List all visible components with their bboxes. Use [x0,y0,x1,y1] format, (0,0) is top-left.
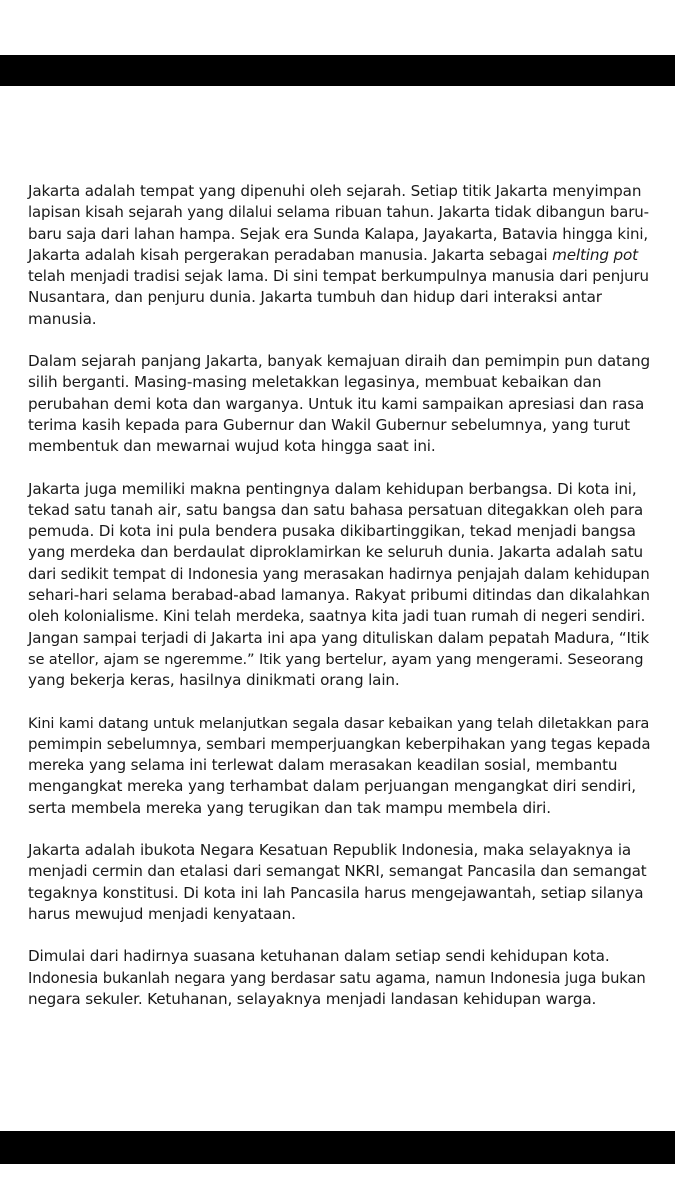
text-line: Nusantara, dan penjuru dunia. Jakarta tumbuh dan hidup dari interaksi antar [28,288,602,307]
text-line: mengangkat mereka yang terhambat dalam perjuangan mengangkat diri sendiri, [28,777,636,796]
top-black-bar [0,55,675,86]
bottom-black-bar [0,1131,675,1164]
text-line: pemuda. Di kota ini pula bendera pusaka dikibartinggikan, tekad menjadi bangsa [28,522,636,541]
text-line: Jakarta adalah ibukota Negara Kesatuan Republik Indonesia, maka selayaknya ia [28,841,632,860]
text-line: yang bekerja keras, hasilnya dinikmati orang lain. [28,671,400,690]
text-line: Jakarta adalah tempat yang dipenuhi oleh sejarah. Setiap titik Jakarta menyimpan [28,182,642,200]
text-line: lapisan kisah sejarah yang dilalui selama ribuan tahun. Jakarta tidak dibangun baru- [28,203,649,222]
text-line: pemimpin sebelumnya, sembari memperjuangkan keberpihakan yang tegas kepada [28,734,651,753]
text-line: negara sekuler. Ketuhanan, selayaknya menjadi landasan kehidupan warga. [28,989,597,1008]
paragraph-2 [28,351,650,457]
text-line: Kini kami datang untuk melanjutkan segala dasar kebaikan yang telah diletakkan para [28,714,650,732]
text-line: oleh kolonialisme. Kini telah merdeka, saatnya kita jadi tuan rumah di negeri sendiri. [28,608,646,626]
text-line: membentuk dan mewarnai wujud kota hingga saat ini. [28,437,436,456]
text-line [28,245,650,266]
text-line: serta membela mereka yang terugikan dan tak mampu membela diri. [28,798,551,817]
text-line: Dimulai dari hadirnya suasana ketuhanan dalam setiap sendi kehidupan kota. [28,947,610,966]
text-line: perubahan demi kota dan warganya. Untuk itu kami sampaikan apresiasi dan rasa [28,394,645,413]
paragraph-3 [28,479,650,692]
paragraph-4 [28,713,650,819]
text-line: terima kasih kepada para Gubernur dan Wakil Gubernur sebelumnya, yang turut [28,415,630,434]
text-segment: Jakarta adalah kisah pergerakan peradaban manusia. Jakarta sebagai [28,245,553,264]
text-line: baru saja dari lahan hampa. Sejak era Sunda Kalapa, Jayakarta, Batavia hingga kini, [28,224,648,243]
text-line: sehari-hari selama berabad-abad lamanya. Rakyat pribumi ditindas dan dikalahkan [28,586,650,605]
text-line: telah menjadi tradisi sejak lama. Di sini tempat berkumpulnya manusia dari penjuru [28,267,649,286]
text-line: silih berganti. Masing-masing meletakkan legasinya, membuat kebaikan dan [28,373,602,392]
text-line: yang merdeka dan berdaulat diproklamirkan ke seluruh dunia. Jakarta adalah satu [28,543,644,562]
text-line: se atellor, ajam se ngeremme.” Itik yang bertelur, ayam yang mengerami. Seseorang [28,650,644,668]
text-line: tegaknya konstitusi. Di kota ini lah Pancasila harus mengejawantah, setiap silanya [28,883,644,902]
text-line: manusia. [28,309,97,328]
italic-term: melting pot [552,245,638,264]
paragraph-1 [28,181,650,330]
text-line: Jakarta juga memiliki makna pentingnya dalam kehidupan berbangsa. Di kota ini, [28,479,637,498]
document-body [28,181,650,1031]
text-line: mereka yang selama ini terlewat dalam merasakan keadilan sosial, membantu [28,756,618,775]
text-line: Dalam sejarah panjang Jakarta, banyak kemajuan diraih dan pemimpin pun datang [28,352,650,371]
paragraph-5 [28,840,650,925]
paragraph-6 [28,946,650,1010]
text-line: harus mewujud menjadi kenyataan. [28,904,296,923]
text-line: dari sedikit tempat di Indonesia yang merasakan hadirnya penjajah dalam kehidupan [28,565,650,583]
text-line: menjadi cermin dan etalasi dari semangat NKRI, semangat Pancasila dan semangat [28,862,647,881]
text-line: Indonesia bukanlah negara yang berdasar satu agama, namun Indonesia juga bukan [28,969,646,987]
text-line: Jangan sampai terjadi di Jakarta ini apa yang dituliskan dalam pepatah Madura, “Itik [28,628,650,647]
text-line: tekad satu tanah air, satu bangsa dan satu bahasa persatuan ditegakkan oleh para [28,500,644,519]
